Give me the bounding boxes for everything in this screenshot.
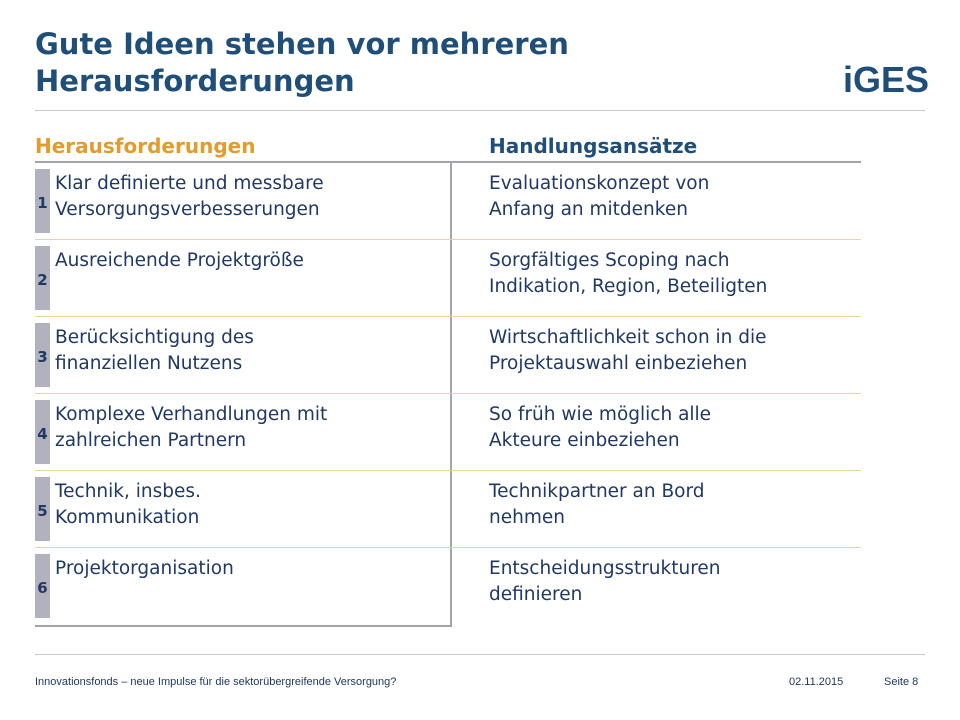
challenge-cell: Projektorganisation <box>55 558 234 579</box>
approach-cell: Sorgfältiges Scoping nach Indikation, Region, Beteiligten <box>489 250 768 297</box>
challenge-cell: Technik, insbes. Kommunikation <box>55 481 201 528</box>
challenge-cell: Komplexe Verhandlungen mit zahlreichen Partnern <box>55 404 328 451</box>
row-number: 3 <box>37 348 48 366</box>
challenge-cell: Ausreichende Projektgröße <box>55 250 304 271</box>
row-number-badge <box>35 554 50 618</box>
footer-subtitle: Innovationsfonds – neue Impulse für die sektorübergreifende Versorgung? <box>35 676 397 688</box>
row-number: 4 <box>37 425 48 443</box>
footer-date: 02.11.2015 <box>789 676 844 688</box>
row-number: 1 <box>37 194 48 212</box>
row-number: 5 <box>37 502 48 520</box>
table-row <box>35 163 861 240</box>
table-row <box>35 471 861 548</box>
footer-divider <box>35 654 925 655</box>
row-number-badge <box>35 477 50 541</box>
row-number-badge <box>35 246 50 310</box>
svg-text:iGES: iGES <box>843 59 929 98</box>
row-number: 2 <box>37 271 48 289</box>
table-row <box>35 394 861 471</box>
title-divider <box>35 110 925 111</box>
row-number: 6 <box>37 579 48 597</box>
table-row <box>35 240 861 317</box>
table-row <box>35 317 861 394</box>
header-handlungsansaetze: Handlungsansätze <box>489 134 698 158</box>
table-bottom-border <box>35 625 452 627</box>
approach-cell: So früh wie möglich alle Akteure einbeziehen <box>489 404 712 451</box>
approach-cell: Wirtschaftlichkeit schon in die Projektauswahl einbeziehen <box>489 327 767 374</box>
row-number-badge <box>35 323 50 387</box>
approach-cell: Entscheidungsstrukturen definieren <box>489 558 721 605</box>
challenge-cell: Klar definierte und messbare Versorgungsverbesserungen <box>55 173 324 220</box>
approach-cell: Evaluationskonzept von Anfang an mitdenken <box>489 173 710 220</box>
footer-page-number: Seite 8 <box>884 676 919 688</box>
approach-cell: Technikpartner an Bord nehmen <box>489 481 705 528</box>
challenge-cell: Berücksichtigung des finanziellen Nutzens <box>55 327 254 374</box>
header-herausforderungen: Herausforderungen <box>35 134 256 158</box>
slide-title: Gute Ideen stehen vor mehreren Herausforderungen <box>35 27 569 98</box>
row-number-badge <box>35 400 50 464</box>
row-number-badge <box>35 169 50 233</box>
iges-logo <box>843 58 929 98</box>
table-row <box>35 548 861 625</box>
